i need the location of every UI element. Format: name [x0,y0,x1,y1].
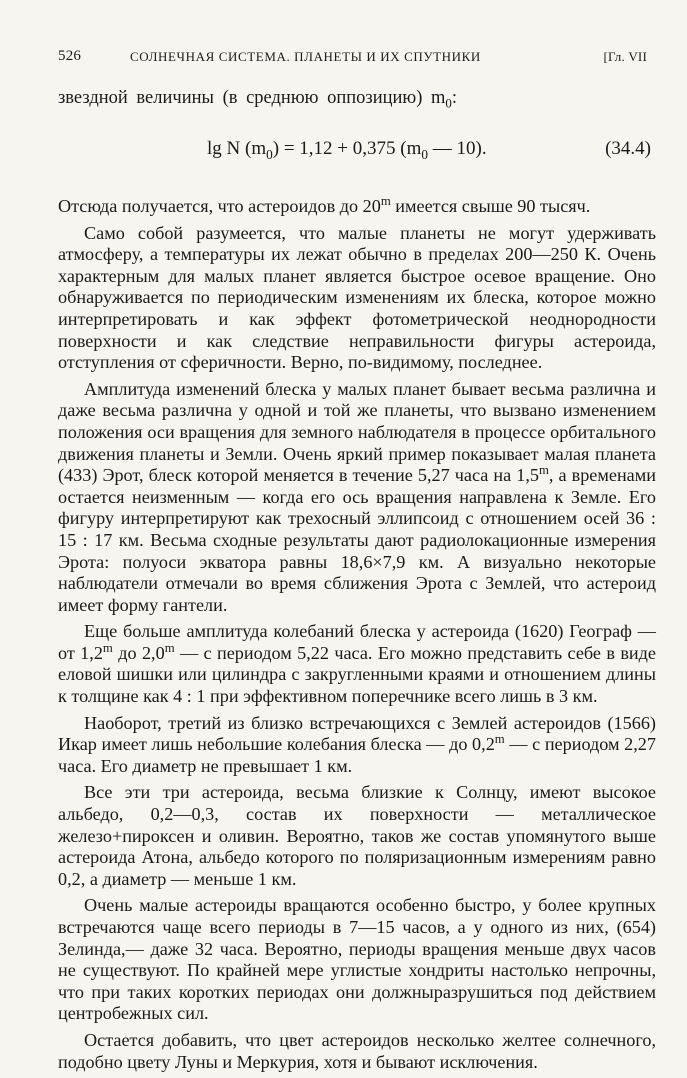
equation-number: (34.4) [605,138,651,159]
text-run: Отсюда получается, что астероидов до 20 [58,196,381,216]
paragraph-periods: Очень малые астероиды вращаются особенно быстро, у более крупных встречаются чаще всего периоды в 7—15 часов, а у одного из них, (654) Зелинда,— даже 32 часа. Вероятно, периоды вращения меньше двух часов не существуют. По крайней мере углистые хондриты настолько непрочны, что при таких коротких периодах они должныразрушиться под действием центробежных сил. [58,895,656,1024]
paragraph-asteroid-count [58,193,656,218]
paragraph-geographos [58,621,656,707]
text-run: Еще больше амплитуда колебаний блеска у астероида (1620) Географ — от 1,2 [58,621,656,663]
formula-34-4 [0,138,687,164]
paragraph-rotation: Само собой разумеется, что малые планеты не могут удерживать атмосферу, а температуры их лежат обычно в пределах 200—250 К. Очень характерным для малых планет является быстрое осевое вращение. Оно обнаруживается по периодическим изменениям их блеска, которое можно интерпретировать и как эффект фотометрической неоднородности поверхности и как следствие неправильности фигуры астероида, отступления от сферичности. Верно, по-видимому, последнее. [58,222,656,373]
text-run: — с периодом 5,22 часа. Его можно представить себе в виде еловой шишки или цилиндра с закругленными краями и отношением длины к толщине как 4 : 1 при эффективном поперечнике всего лишь в 3 км. [58,642,656,707]
intro-text: звездной величины (в среднюю оппозицию) m [58,88,446,108]
superscript: m [380,193,391,208]
intro-end: : [451,88,458,108]
intro-subscript: 0 [445,95,452,111]
superscript: m [102,640,113,655]
formula-sub-2: 0 [421,146,429,162]
paragraph-albedo: Все эти три астероида, весьма близкие к Солнцу, имеют высокое альбедо, 0,2—0,3, состав их поверхности — металлическое железо+пироксен и оливин. Вероятно, таков же состав упомянутого выше астероида Атона, альбедо которого по поляризационным измерениям равно 0,2, а диаметр — меньше 1 км. [58,782,656,889]
formula-sub-1: 0 [266,146,273,162]
formula-expression [207,138,487,160]
chapter-label: [Гл. VII [603,49,647,64]
paragraph-eros [58,379,656,617]
paragraph-icarus [58,713,656,778]
text-run: имеется свыше 90 тысяч. [390,196,591,216]
paragraph-color: Остается добавить, что цвет астероидов несколько желтее солнечного, подобно цвету Луны и Меркурия, хотя и бывают исключения. [58,1029,656,1072]
text-run: — с периодом 2,27 часа. Его диаметр не превышает 1 км. [58,734,656,776]
text-run: до 2,0 [112,642,165,663]
superscript: m [538,463,549,478]
page-number: 526 [58,48,82,64]
formula-part-2: ) = 1,12 + 0,375 (m [272,138,422,159]
superscript: m [164,640,175,655]
running-title: СОЛНЕЧНАЯ СИСТЕМА. ПЛАНЕТЫ И ИХ СПУТНИКИ [130,49,481,64]
running-header [58,48,647,68]
text-run: Наоборот, третий из близко встречающихся с Землей астероидов (1566) Икар имеет лишь небольшие колебания блеска — до 0,2 [58,712,656,755]
formula-part-1: lg N (m [207,138,267,159]
text-run: , а временами остается неизменным — когда его ось вращения направлена к Земле. Его фигуру интерпретируют как трехосный эллипсоид с отношением осей 36 : 15 : 17 км. Весьма сходные результаты дают радиолокационные измерения Эрота: полуоси экватора равны 18,6×7,9 км. А визуально некоторые наблюдатели отмечали во время сближения Эрота с Землей, что астероид имеет форму гантели. [58,465,656,615]
intro-line [58,88,653,109]
body-text [58,193,656,1078]
superscript: m [494,732,505,747]
formula-part-3: — 10). [428,138,487,159]
text-run: Амплитуда изменений блеска у малых планет бывает весьма различна и даже весьма различна у одной и той же планеты, что вызвано изменением положения оси вращения для земного наблюдателя в процессе орбитального движения планеты и Земли. Очень яркий пример показывает малая планета (433) Эрот, блеск которой меняется в течение 5,27 часа на 1,5 [58,378,656,486]
